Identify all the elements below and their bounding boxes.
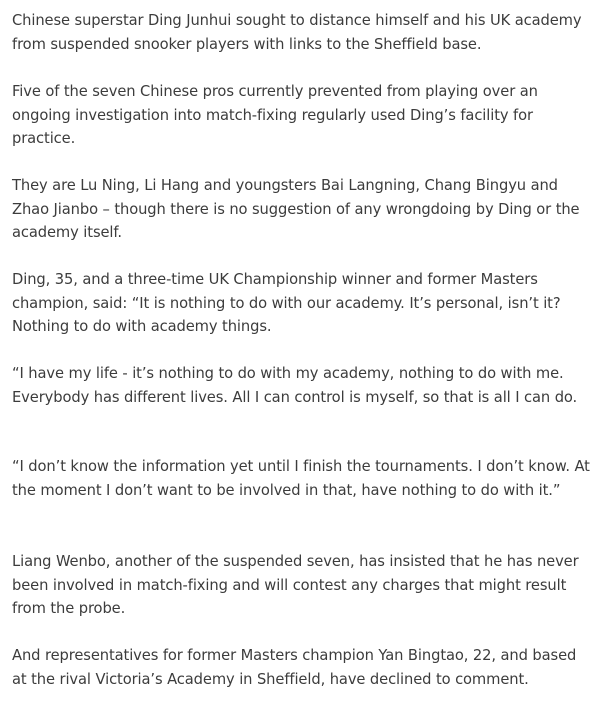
- article-paragraph: Five of the seven Chinese pros currently prevented from playing over an ongoing investigation into match-fixing regularly used Ding’s facility for practice.: [12, 83, 538, 147]
- article-paragraph: “I have my life - it’s nothing to do with my academy, nothing to do with me. Everybody has different lives. All I can control is myself, so that is all I can do.: [12, 365, 578, 406]
- article-paragraph: “I don’t know the information yet until I finish the tournaments. I don’t know. At the moment I don’t want to be involved in that, have nothing to do with it.”: [12, 458, 590, 499]
- article-paragraph: Chinese superstar Ding Junhui sought to distance himself and his UK academy from suspended snooker players with links to the Sheffield base.: [12, 12, 582, 53]
- article-paragraph: They are Lu Ning, Li Hang and youngsters Bai Langning, Chang Bingyu and Zhao Jianbo – though there is no suggestion of any wrongdoing by Ding or the academy itself.: [12, 177, 580, 241]
- article-paragraph: Liang Wenbo, another of the suspended seven, has insisted that he has never been involved in match-fixing and will contest any charges that might result from the probe.: [12, 553, 579, 617]
- article-paragraph: And representatives for former Masters champion Yan Bingtao, 22, and based at the rival Victoria’s Academy in Sheffield, have declined to comment.: [12, 647, 577, 688]
- article-paragraph: Ding, 35, and a three-time UK Championship winner and former Masters champion, said: “It is nothing to do with our academy. It’s personal, isn’t it? Nothing to do with academy things.: [12, 271, 561, 335]
